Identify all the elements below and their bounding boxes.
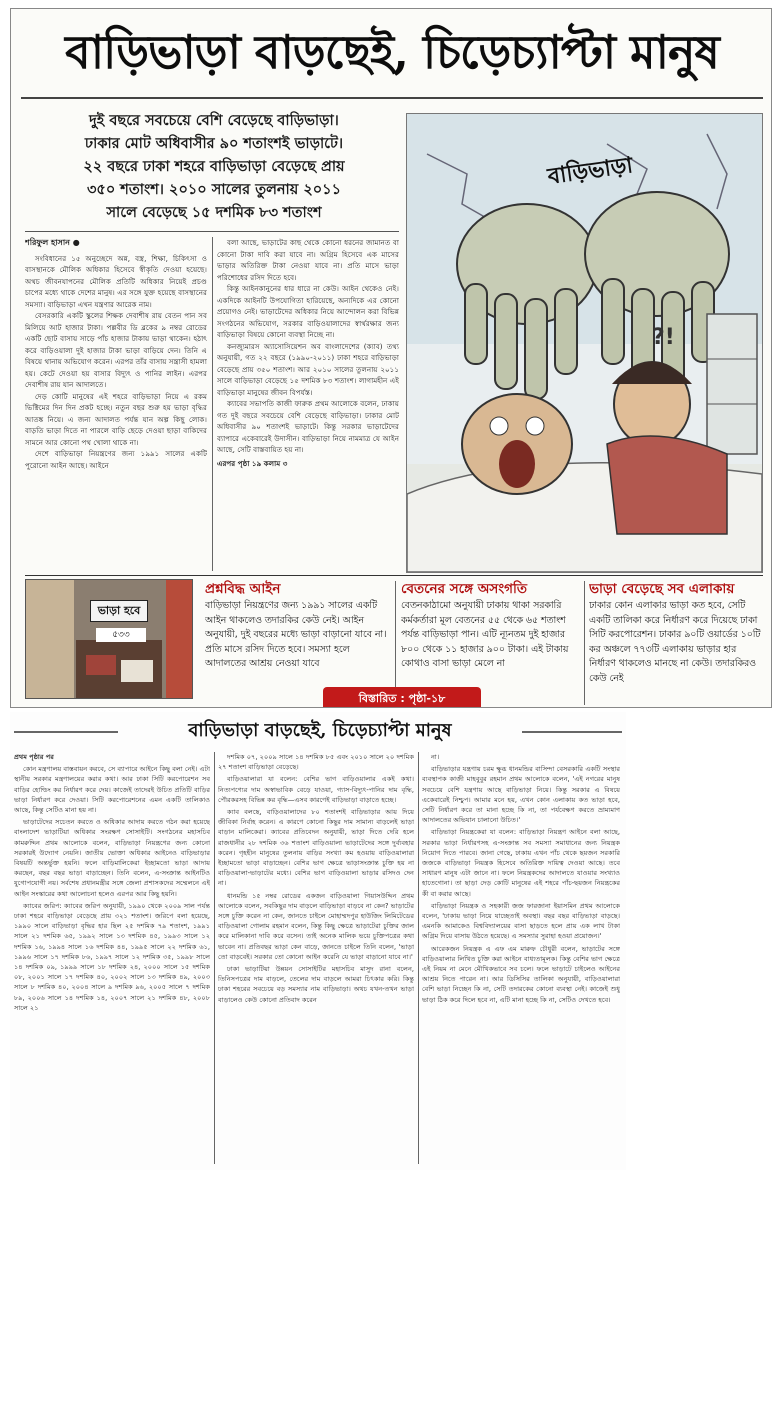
paragraph: দশমিক ০৭, ২০০৯ সালে ১৪ দশমিক ৮৫ এবং ২০১০ সালে ২০ দশমিক ২৭ শতাংশ বাড়িভাড়া বেড়েছে।: [218, 753, 414, 772]
paragraph: ক্যাবের সভাপতি কাজী ফারুক প্রথম আলোকে বলেন, ঢাকায় গত দুই বছরে সবচেয়ে বেশি বেড়েছে বাড়িভাড়া। ঢাকার মোট অধিবাসীর ৯০ শতাংশই ভাড়াটে। কিন্তু সরকার ভাড়াটেদের ব্যাপারে একেবারেই উদাসীন। বাড়িভাড়া নিয়ে নামমাত্র যে আইন আছে, সেটি বাস্তবায়িত হয় না।: [217, 399, 399, 454]
headline-rule: [21, 97, 763, 99]
article-column-2: [217, 237, 399, 571]
sidebar-text: বাড়িভাড়া নিয়ন্ত্রণের জন্য ১৯৯১ সালের একটি আইন থাকলেও তদারকির কেউ নেই। আইন অনুযায়ী, দুই বছরের মধ্যে ভাড়া বাড়ানো যাবে না। প্রতি মাসে রসিদ দিতে হবে। সমস্যা হলে আদালতের আশ্রয় নেওয়া যাবে: [205, 600, 387, 669]
box-divider: [584, 581, 585, 705]
article-column-1: [25, 237, 207, 571]
sidebar-title: ভাড়া বেড়েছে সব এলাকায়: [589, 581, 735, 597]
paragraph: দেশে বাড়িভাড়া নিয়ন্ত্রণের জন্য ১৯৯১ সালের একটি পুরোনো আইন আছে। আইনে: [25, 449, 207, 470]
column-divider: [212, 237, 213, 571]
continuation-column-2: [218, 752, 414, 1166]
cartoon-label: বাড়িভাড়া: [546, 153, 635, 190]
paragraph: বাড়িওয়ালারা যা বলেন: বেশির ভাগ বাড়িওয়ালার একই কথা। নিত্যপণ্যের দাম অস্বাভাবিক বেড়ে যাওয়া, গ্যাস-বিদ্যুৎ-পানির দাম বৃদ্ধি, পৌরকরসহ বিভিন্ন কর বৃদ্ধি—এসব কারণেই বাড়িভাড়া বাড়াতে হচ্ছে।: [218, 775, 414, 804]
front-page-clip: [10, 8, 772, 708]
paragraph: ঢাকা ভাড়াটিয়া উন্নয়ন সোসাইটির মহাসচিব মাসুদ রানা বলেন, তিনিসপত্রের দাম বাড়লে, তেলের দাম বাড়লে আমরা চিৎকার করি। কিন্তু ঢাকা শহরের সবচেয়ে বড় সমস্যার নাম বাড়িভাড়া। অথচ যখন-তখন ভাড়া বাড়ালেও কেউ কোনো প্রতিবাদ করেন: [218, 965, 414, 1004]
phone-sign: ৫৩৩: [96, 628, 146, 642]
paragraph: বলা আছে, ভাড়াটের কাছ থেকে কোনো ধরনের জামানত বা কোনো টাকা দাবি করা যাবে না। অগ্রিম হিসেবে এক মাসের ভাড়ার অতিরিক্ত টাকা নেওয়া যাবে না। প্রতি মাসে ভাড়া পরিশোধের রসিদ দিতে হবে।: [217, 238, 399, 282]
paragraph: কিন্তু আইনকানুনের ধার ধারে না কেউ। আইন থেকেও নেই। একদিকে আইনটি উপযোগিতা হারিয়েছে, অন্যদিকে এর কোনো প্রয়োগও নেই। ভাড়াটেদের অধিকার নিয়ে আন্দোলন করা বিভিন্ন সংগঠনের অভিযোগ, সরকার বাড়িওয়ালাদের স্বার্থরক্ষার জন্য বাড়িভাড়া বিষয়ে কোনো ব্যবস্থা নিচ্ছে না।: [217, 284, 399, 339]
paragraph: ক্যাব বলছে, বাড়িওয়ালাদের ৮০ শতাংশই বাড়িভাড়ার আয় দিয়ে জীবিকা নির্বাহ করেন। এ কারণে কোনো কিছুর দাম সামান্য বাড়লেই ভাড়া বাড়ান মালিকেরা। ক্যাবের প্রতিবেদন অনুযায়ী, ভাড়া দিতে দেরি হলে রাজধানীর ২৮ দশমিক ৩৬ শতাংশ বাড়িওয়ালা ভাড়াটেদের সঙ্গে দুর্ব্যবহার করেন। গৃহহীন মানুষের তুলনায় বাড়ির সংখ্যা কম হওয়ায় বাড়িওয়ালারা ইচ্ছামতো ভাড়া বাড়াচ্ছেন। বেশির ভাগ ক্ষেত্রে ভাড়াসংক্রান্ত চুক্তি হয় না বাড়িওয়ালা-ভাড়াটের মধ্যে। বেশির ভাগ বাড়িওয়ালা ভাড়ার রসিদও দেন না।: [218, 808, 414, 888]
details-page-tag: বিস্তারিত : পৃষ্ঠা-১৮: [323, 687, 481, 708]
paragraph: ধানমন্ডি ১৫ নম্বর রোডের একজন বাড়িওয়ালা গিয়াসউদ্দিন প্রথম আলোকে বলেন, সবকিছুর দাম বাড়লে বাড়িভাড়া বাড়বে না কেন? ভাড়াটের সঙ্গে চুক্তি করেন না কেন, জানতে চাইলে মোহাম্মদপুর হাউজিং লিমিটেডের বাড়িওয়ালা গোলাম রহমান বলেন, কিন্তু কিছু ক্ষেত্রে ভাড়াটেরা চুক্তির জাল করে মালিকানা দাবি করে বসেন। তাই অনেক মালিক ভয়ে চুক্তিপত্রের কথা ভাবেন না। প্রতিবছর ভাড়া কেন বাড়ে, জানতে চাইলে তিনি বলেন, 'ভাড়া তো বাড়বেই। সরকার তো কোনো আইন করেনি যে ভাড়া বাড়ানো যাবে না।': [218, 891, 414, 961]
title-rule-left: [14, 731, 118, 733]
continuation-column-1: [14, 752, 210, 1166]
deck-line: ২২ বছরে ঢাকা শহরে বাড়িভাড়া বেড়েছে প্রায়: [83, 158, 345, 175]
from-front-page-label: প্রথম পৃষ্ঠার পর: [14, 753, 54, 761]
paragraph: কনজ্যুমারস অ্যাসোসিয়েশন অব বাংলাদেশের (ক্যাব) তথ্য অনুযায়ী, গত ২২ বছরে (১৯৯০-২০১১) ঢাকা শহরে বাড়িভাড়া বেড়েছে প্রায় ৩৫০ শতাংশ। আর ২০১০ সালের তুলনায় ২০১১ সালে বাড়িভাড়া বেড়েছে ১৫ দশমিক ৮৩ শতাংশ। লাগামহীন এই বাড়িভাড়া মানুষের জীবন বিপর্যস্ত।: [217, 341, 399, 397]
sidebar-title: প্রশ্নবিদ্ধ আইন: [205, 581, 281, 597]
cartoon-illustration: [406, 113, 763, 573]
paragraph: কোন মন্ত্রণালয় বাস্তবায়ন করবে, সে ব্যাপারে আইনে কিছু বলা নেই। এটা স্থানীয় সরকার মন্ত্রণালয়ের করার কথা। আর ঢাকা সিটি করপোরেশন সব বাড়ির হোল্ডিং কর নির্ধারণ করে দেয়। কাজেই তাদেরই উচিত প্রতিটি বাড়ির ভাড়া নির্ধারণ করে দেওয়া। সিটি করপোরেশনের এমন একটি তালিকাও আছে, কিন্তু সেটিও মানা হয় না।: [14, 765, 210, 815]
continuation-headline: বাড়িভাড়া বাড়ছেই, চিড়েচ্যাপ্টা মানুষ: [120, 716, 520, 746]
paragraph: আরেকজন নিয়ন্ত্রক এ এফ এম মারুফ চৌধুরী বলেন, ভাড়াটের সঙ্গে বাড়িওয়ালার লিখিত চুক্তি করা আইনে বাধ্যতামূলক। কিন্তু বেশির ভাগ ক্ষেত্রে এই নিয়ম না মেনে মৌখিকভাবে সব চলে। ফলে ভাড়াটে চাইলেও আইনের আশ্রয় নিতে পারেন না। আর ডিসিসির তালিকা অনুযায়ী, বাড়িওয়ালারা বেশি ভাড়া নিচ্ছেন কি না, সেটি তদারকের কোনো ব্যবস্থা নেই। কাজেই শুধু ভাড়া ঠিক করে দিলে হবে না, এটি মানা হচ্ছে কি না, সেটিও দেখতে হবে।: [422, 944, 620, 1004]
deck-line: সালে বেড়েছে ১৫ দশমিক ৮৩ শতাংশ: [106, 204, 322, 221]
sidebar-text: ঢাকার কোন এলাকার ভাড়া কত হবে, সেটি একটি তালিকা করে নির্ধারণ করে দিয়েছে ঢাকা সিটি করপোরেশন। ঢাকার ৯০টি ওয়ার্ডের ১০টি কর অঞ্চলে ৭৭৩টি এলাকায় ভাড়ার হার নির্ধারণ থাকলেও মানছে না কেউ। তদারকিরও কেউ নেই: [589, 600, 761, 684]
paragraph: ক্যাবের জরিপ: ক্যাবের জরিপ অনুযায়ী, ১৯৯০ থেকে ২০০৯ সাল পর্যন্ত ঢাকা শহরে বাড়িভাড়া বেড়েছে প্রায় ৩২১ শতাংশ। জরিপে বলা হয়েছে, ১৯৯০ সালে বাড়িভাড়া বৃদ্ধির হার ছিল ২৫ দশমিক ৭৯ শতাংশ, ১৯৯১ সালে ২১ দশমিক ৬৫, ১৯৯২ সালে ১৩ দশমিক ৪৫, ১৯৯৩ সালে ১২ দশমিক ১৬, ১৯৯৪ সালে ১৬ দশমিক ৪৪, ১৯৯৫ সালে ২২ দশমিক ৬১, ১৯৯৬ সালে ১৭ দশমিক ৮৬, ১৯৯৭ সালে ১২ দশমিক ৩৫, ১৯৯৮ সালে ১৪ দশমিক ০৯, ১৯৯৯ সালে ১৮ দশমিক ২৪, ২০০০ সালে ১৫ দশমিক ০৮, ২০০১ সালে ১৭ দশমিক ৪০, ২০০২ সালে ১৩ দশমিক ৪৯, ২০০৩ সালে ৮ দশমিক ৪০, ২০০৪ সালে ৯ দশমিক ৯৬, ২০০৫ সালে ৭ দশমিক ৮৯, ২০০৬ সালে ১৪ দশমিক ১৪, ২০০৭ সালে ২১ দশমিক ৪৮, ২০০৮ সালে ২১: [14, 901, 210, 1012]
svg-text:?!: ?!: [652, 325, 675, 350]
continuation-page-clip: [10, 712, 626, 1170]
deck-line: ৩৫০ শতাংশ। ২০১০ সালের তুলনায় ২০১১: [86, 181, 341, 198]
byline: শরিফুল হাসান ●: [25, 238, 80, 247]
deck-line: দুই বছরে সবচেয়ে বেশি বেড়েছে বাড়িভাড়া।: [89, 112, 339, 129]
paragraph: বাড়িভাড়ার যন্ত্রণায় চরম ক্ষুব্ধ ধানমন্ডির বাসিন্দা বেসরকারি একটি সংস্থার ব্যবস্থাপক কাজী মাহবুবুর রহমান প্রথম আলোকে বলেন, 'এই নগরের মানুষ সবচেয়ে বেশি যন্ত্রণায় আছে বাড়িভাড়া নিয়ে। কিন্তু সরকার এ বিষয়ে একেবারেই নিশ্চুপ। আমার মনে হয়, এখন কোন এলাকায় কত ভাড়া হবে, সেটি নির্ধারণ করে তা মানা হচ্ছে কি না, তা পর্যবেক্ষণ করতে ভ্রাম্যমাণ আদালতের অভিযান চালানো উচিত।': [422, 765, 620, 825]
column-divider: [214, 752, 215, 1164]
section-divider: [25, 575, 763, 576]
title-rule-right: [522, 731, 622, 733]
paragraph: বাড়িভাড়া নিয়ন্ত্রকেরা যা বলেন: বাড়িভাড়া নিয়ন্ত্রণ আইনে বলা আছে, সরকার ভাড়া নির্ধারণসহ এ-সংক্রান্ত সব সমস্যা সমাধানের জন্য নিয়ন্ত্রক নিয়োগ দিতে পারবে। জানা গেছে, ঢাকায় এখন পাঁচ থেকে ছয়জন সরকারি জজকে বাড়িভাড়া নিয়ন্ত্রক হিসেবে অতিরিক্ত দায়িত্ব দেওয়া আছে। তবে সাধারণ মানুষ এটা জানে না। ফলে নিয়ন্ত্রকদের আদালতে যাওয়ার সংখ্যাও হাতেগোনা। তা ছাড়া দেড় কোটি মানুষের এই শহরে পাঁচ-ছয়জন নিয়ন্ত্রকের কী বা করার আছে।: [422, 828, 620, 898]
sidebar-box-areas: [589, 579, 765, 705]
deck-line: ঢাকার মোট অধিবাসীর ৯০ শতাংশই ভাড়াটে।: [84, 135, 344, 152]
to-let-photo: [25, 579, 193, 699]
paragraph: বাড়িভাড়া নিয়ন্ত্রক ও সহকারী জজ ফারজানা ইয়াসমিন প্রথম আলোকে বলেন, 'ঢাকায় ভাড়া নিয়ে যাচ্ছেতাই অবস্থা। বছর বছর বাড়িভাড়া বাড়ছে। এমনকি আমাকেও বিশ্ববিদ্যালয়ের বাসা ছাড়তে হলে প্রায় এক লাখ টাকা অগ্রিম দিয়ে বাসায় উঠতে হয়েছে। এ সমস্যার সুরাহা হওয়া প্রয়োজন।': [422, 901, 620, 941]
continued-note: এরপর পৃষ্ঠা ১৯ কলাম ৩: [217, 458, 288, 468]
deck-divider: [25, 231, 399, 232]
paragraph: ভাড়াটেদের সচেতন করতে ও অধিকার আদায় করতে গঠন করা হয়েছে বাংলাদেশ ভাড়াটিয়া অধিকার সংরক্ষণ সোসাইটি। সংগঠনের মহাসচিব কামরুদ্দিন প্রথম আলোকে বলেন, বাড়িভাড়া নিয়ন্ত্রণের জন্য কোনো সরকারই উদ্যোগ নেয়নি। জাতীয় ভোক্তা অধিকার আইনেও বাড়িভাড়ার বিষয়টি অন্তর্ভুক্ত হয়নি। ফলে বাড়িমালিকেরা ইচ্ছামতো ভাড়া আদায় করছেন, বছর বছর ভাড়া বাড়াচ্ছেন। তিনি বলেন, এ-সংক্রান্ত আইনটিও যুগোপযোগী নয়। সর্বশেষ প্রধানমন্ত্রীর সঙ্গে জেলা প্রশাসকদের সম্মেলনে এই আইন সংস্কারের কথা আলোচনা হলেও এরপর আর কিছু হয়নি।: [14, 818, 210, 898]
paragraph: দেড় কোটি মানুষের এই শহরে বাড়িভাড়া নিয়ে এ রকম ভিক্টিমের দিন দিন প্রকট হচ্ছে। নতুন বছর শুরু হয় ভাড়া বৃদ্ধির আতঙ্ক নিয়ে। এ জন্য আদালত পর্যন্ত যান অল্প কিছু লোক। বাড়তি ভাড়া দিতে না পারলে বাড়ি ছেড়ে দেওয়া ছাড়া বাকিদের সামনে আর কোনো পথ খোলা থাকে না।: [25, 391, 207, 447]
continuation-column-3: [422, 752, 620, 1166]
paragraph: না।: [431, 753, 440, 761]
paragraph: সংবিধানের ১৫ অনুচ্ছেদে অন্ন, বস্ত্র, শিক্ষা, চিকিৎসা ও বাসস্থানকে মৌলিক অধিকার হিসেবে স্বীকৃতি দেওয়া হয়েছে। অথচ জীবনযাপনের মৌলিক প্রতিটি অধিকার নিয়েই প্রচণ্ড চাপের মধ্যে থাকে দেশের মানুষ। এর সঙ্গে যুক্ত হয়েছে বাসস্থানের সমস্যা। বাড়িভাড়া এখন যন্ত্রণার আরেক নাম।: [25, 253, 207, 309]
deck-summary: [29, 109, 399, 227]
to-let-sign: ভাড়া হবে: [90, 600, 148, 622]
paragraph: বেসরকারি একটি স্কুলের শিক্ষক দেবাশীষ রায় বেতন পান সব মিলিয়ে আট হাজার টাকা। পল্লবীর ডি ব্লকের ৯ নম্বর রোডের একটি ছোট বাসায় সাড়ে পাঁচ হাজার টাকায় ভাড়া থাকেন। হঠাৎ করে বাড়িওয়ালা দুই হাজার টাকা ভাড়া বাড়িয়ে দেন। তিনি এ বিষয়ে থানায় অভিযোগ করেন। এরপর তাঁর বাসায় সন্ত্রাসী হামলা হয়। কেটে দেওয়া হয় বাসার বিদ্যুৎ ও পানির লাইন। এরপর দেবাশীষ রায় যান আদালতে।: [25, 311, 207, 389]
sidebar-text: বেতনকাঠামো অনুযায়ী ঢাকায় থাকা সরকারি কর্মকর্তারা মূল বেতনের ৫৫ থেকে ৬৫ শতাংশ পর্যন্ত বাড়িভাড়া পান। এটি ন্যূনতম দুই হাজার ৮০০ থেকে ১১ হাজার ৯০০ টাকা। এই টাকায় কোথাও বাসা ভাড়া মেলে না: [401, 600, 569, 669]
sidebar-title: বেতনের সঙ্গে অসংগতি: [401, 581, 527, 597]
main-headline: বাড়িভাড়া বাড়ছেই, চিড়েচ্যাপ্টা মানুষ: [65, 25, 719, 79]
column-divider: [418, 752, 419, 1164]
